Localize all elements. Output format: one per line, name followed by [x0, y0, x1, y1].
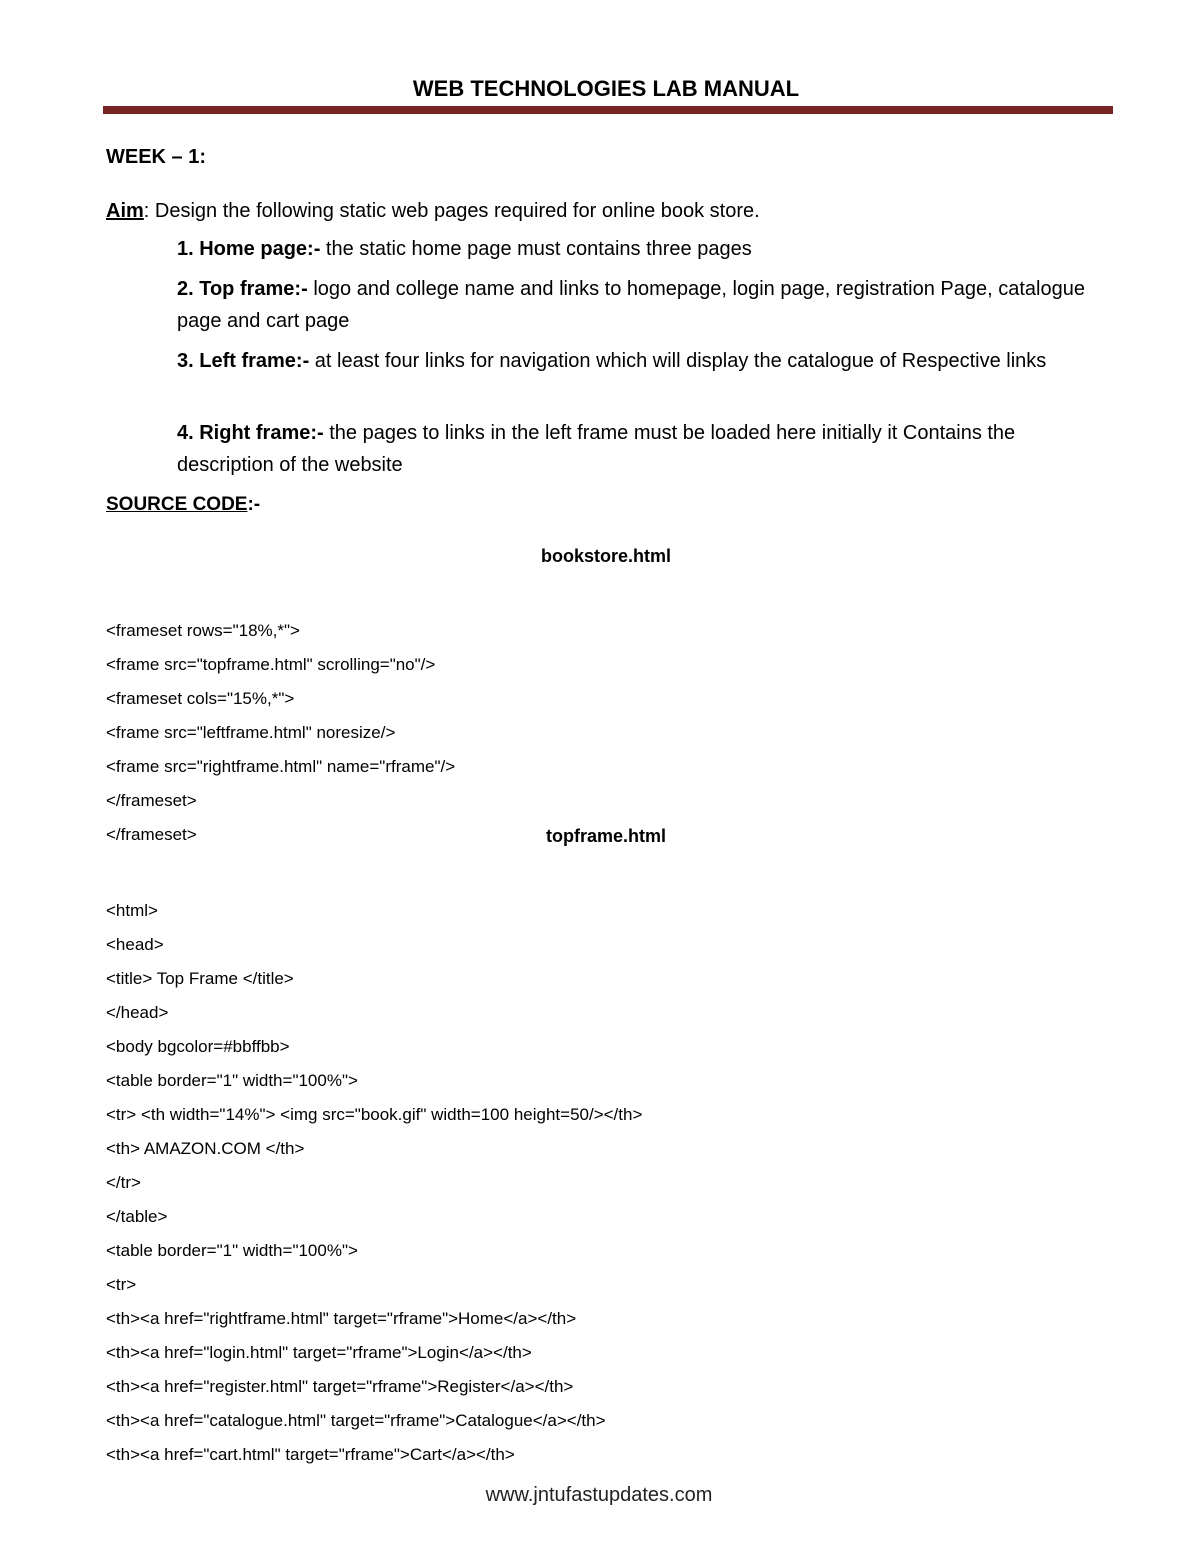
aim-label: Aim [106, 200, 144, 222]
code-line: <frame src="topframe.html" scrolling="no"/> [106, 655, 436, 674]
aim-item-label: 3. Left frame:- [177, 350, 310, 372]
code-block-topframe [106, 860, 642, 1506]
code-line: </table> [106, 1207, 168, 1226]
aim-item-text: logo and college name and links to homepage, login page, registration Page, catalogue page and cart page [177, 278, 1085, 332]
code-line: <th><a href="catalogue.html" target="rframe">Catalogue</a></th> [106, 1411, 606, 1430]
code-line: <html> [106, 901, 158, 920]
code-line: <title> Top Frame </title> [106, 969, 294, 988]
code-line: <tr> <th width="14%"> <img src="book.gif" width=100 height=50/></th> [106, 1105, 643, 1124]
code-line: <body bgcolor=#bbffbb> [106, 1037, 290, 1056]
code-line: </head> [106, 1003, 169, 1022]
code-line: <frameset cols="15%,*"> [106, 689, 295, 708]
code-line: </frameset> [106, 791, 197, 810]
code-line: <frame src="rightframe.html" name="rframe"/> [106, 757, 456, 776]
aim-item-1 [177, 233, 1097, 265]
code-line: <tr> [106, 1275, 137, 1294]
code-line: <th><a href="register.html" target="rframe">Register</a></th> [106, 1377, 574, 1396]
aim-item-2 [177, 273, 1097, 337]
code-line: <th><a href="login.html" target="rframe">Login</a></th> [106, 1343, 532, 1362]
aim-item-text: the pages to links in the left frame must be loaded here initially it Contains the description of the website [177, 422, 1016, 476]
footer-url: www.jntufastupdates.com [485, 1484, 713, 1506]
aim-item-4 [177, 417, 1097, 481]
aim-item-label: 2. Top frame:- [177, 278, 308, 300]
aim-text: : Design the following static web pages required for online book store. [143, 200, 760, 222]
filename-topframe: topframe.html [545, 826, 666, 846]
page-title: WEB TECHNOLOGIES LAB MANUAL [412, 76, 800, 101]
code-line: <table border="1" width="100%"> [106, 1071, 358, 1090]
code-line: <frame src="leftframe.html" noresize/> [106, 723, 396, 742]
code-line: <head> [106, 935, 164, 954]
source-code-label: SOURCE CODE [106, 494, 248, 515]
aim-item-label: 1. Home page:- [177, 238, 321, 260]
aim-item-text: at least four links for navigation which will display the catalogue of Respective links [309, 350, 1047, 372]
source-code-heading [106, 494, 260, 516]
source-code-suffix: :- [247, 494, 261, 515]
code-line: <th><a href="rightframe.html" target="rframe">Home</a></th> [106, 1309, 577, 1328]
aim-paragraph [106, 200, 760, 223]
aim-item-label: 4. Right frame:- [177, 422, 324, 444]
week-heading: WEEK – 1: [106, 146, 207, 168]
code-line: <th><a href="cart.html" target="rframe">Cart</a></th> [106, 1445, 515, 1464]
code-line: <frameset rows="18%,*"> [106, 621, 300, 640]
filename-bookstore: bookstore.html [540, 546, 671, 566]
code-line: </tr> [106, 1173, 141, 1192]
aim-item-3 [177, 345, 1097, 377]
code-line: </frameset> [106, 825, 197, 844]
code-line: <th> AMAZON.COM </th> [106, 1139, 305, 1158]
aim-item-text: the static home page must contains three pages [320, 238, 752, 260]
code-line: <table border="1" width="100%"> [106, 1241, 358, 1260]
header-rule [103, 106, 1113, 114]
